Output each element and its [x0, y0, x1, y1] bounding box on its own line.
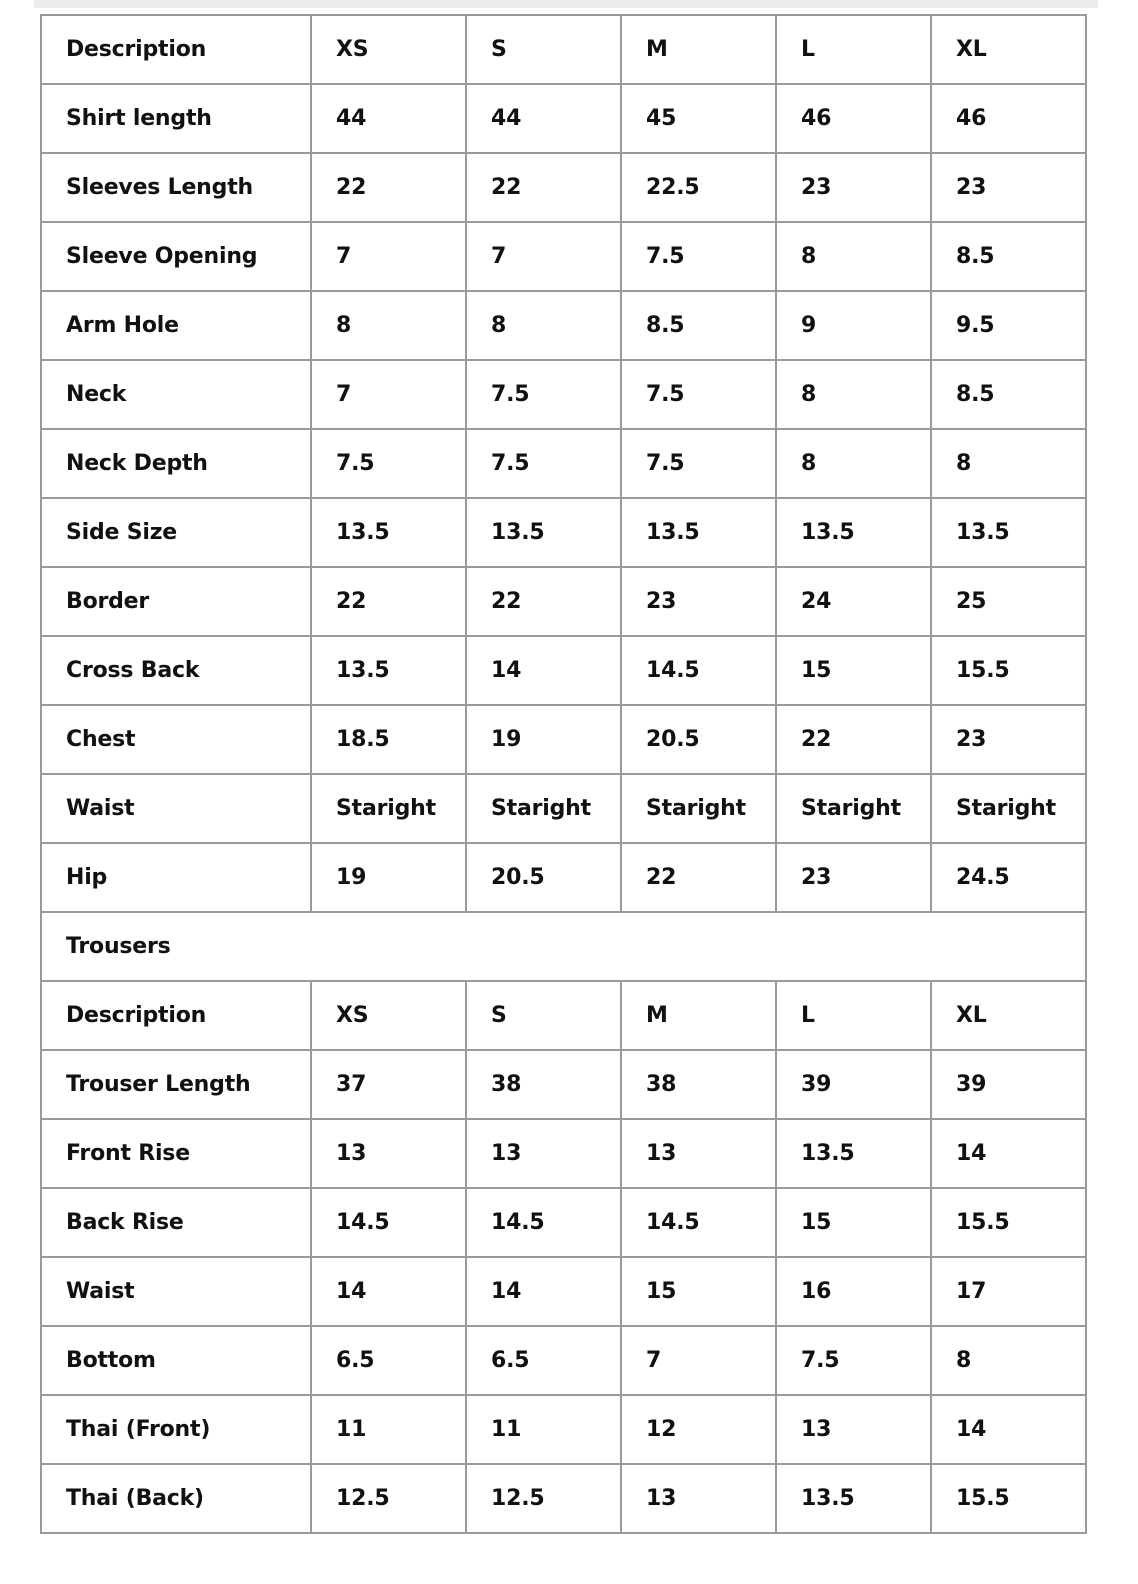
size-value: 14: [931, 1395, 1086, 1464]
size-value: 22: [466, 153, 621, 222]
measurement-label: Description: [41, 981, 311, 1050]
table-row: [41, 636, 1086, 705]
size-value: 23: [931, 705, 1086, 774]
size-value: 7.5: [466, 429, 621, 498]
size-value: 44: [311, 84, 466, 153]
size-value: 8.5: [931, 222, 1086, 291]
size-value: 37: [311, 1050, 466, 1119]
size-value: 13.5: [466, 498, 621, 567]
size-value: 8: [776, 360, 931, 429]
shirt-header-row: [41, 15, 1086, 84]
table-row: [41, 291, 1086, 360]
size-value: S: [466, 15, 621, 84]
table-row: [41, 1326, 1086, 1395]
table-row: [41, 567, 1086, 636]
size-value: 19: [311, 843, 466, 912]
table-row: [41, 1464, 1086, 1533]
size-value: 45: [621, 84, 776, 153]
size-value: M: [621, 981, 776, 1050]
size-value: 8: [776, 429, 931, 498]
size-value: 18.5: [311, 705, 466, 774]
trousers-section-row: [41, 912, 1086, 981]
size-value: 12: [621, 1395, 776, 1464]
size-value: 14.5: [621, 636, 776, 705]
size-value: 13.5: [311, 498, 466, 567]
size-value: 15.5: [931, 1188, 1086, 1257]
size-chart-body: [41, 15, 1086, 1533]
table-row: [41, 429, 1086, 498]
size-value: M: [621, 15, 776, 84]
size-value: XL: [931, 981, 1086, 1050]
size-value: L: [776, 15, 931, 84]
size-value: 23: [776, 843, 931, 912]
section-title: Trousers: [41, 912, 1086, 981]
measurement-label: Arm Hole: [41, 291, 311, 360]
size-value: 13: [466, 1119, 621, 1188]
size-chart-table: [40, 14, 1087, 1534]
size-value: 14: [931, 1119, 1086, 1188]
measurement-label: Sleeve Opening: [41, 222, 311, 291]
size-value: 13.5: [776, 1119, 931, 1188]
measurement-label: Thai (Front): [41, 1395, 311, 1464]
size-value: Staright: [776, 774, 931, 843]
size-value: Staright: [621, 774, 776, 843]
size-value: XS: [311, 981, 466, 1050]
size-value: 22: [776, 705, 931, 774]
size-value: 22: [466, 567, 621, 636]
size-value: 11: [311, 1395, 466, 1464]
table-row: [41, 84, 1086, 153]
size-value: 7.5: [621, 222, 776, 291]
size-value: 46: [931, 84, 1086, 153]
size-value: 7: [621, 1326, 776, 1395]
size-value: 8: [931, 1326, 1086, 1395]
size-value: 7: [311, 360, 466, 429]
size-value: 23: [931, 153, 1086, 222]
measurement-label: Sleeves Length: [41, 153, 311, 222]
table-row: [41, 1050, 1086, 1119]
table-row: [41, 705, 1086, 774]
size-value: 9.5: [931, 291, 1086, 360]
size-value: 7.5: [621, 429, 776, 498]
size-value: 19: [466, 705, 621, 774]
size-value: Staright: [931, 774, 1086, 843]
size-value: 12.5: [466, 1464, 621, 1533]
size-value: Staright: [466, 774, 621, 843]
size-value: 7.5: [466, 360, 621, 429]
measurement-label: Cross Back: [41, 636, 311, 705]
measurement-label: Hip: [41, 843, 311, 912]
measurement-label: Back Rise: [41, 1188, 311, 1257]
size-value: Staright: [311, 774, 466, 843]
size-value: 13.5: [621, 498, 776, 567]
size-value: 8: [466, 291, 621, 360]
measurement-label: Description: [41, 15, 311, 84]
table-row: [41, 498, 1086, 567]
size-value: 15: [776, 1188, 931, 1257]
size-value: 8.5: [931, 360, 1086, 429]
size-value: 13.5: [931, 498, 1086, 567]
size-value: 8.5: [621, 291, 776, 360]
size-value: 46: [776, 84, 931, 153]
size-value: 11: [466, 1395, 621, 1464]
size-value: 16: [776, 1257, 931, 1326]
measurement-label: Side Size: [41, 498, 311, 567]
size-value: 12.5: [311, 1464, 466, 1533]
measurement-label: Neck: [41, 360, 311, 429]
size-value: 13: [311, 1119, 466, 1188]
size-value: 22: [621, 843, 776, 912]
size-value: 8: [776, 222, 931, 291]
table-row: [41, 153, 1086, 222]
size-value: 8: [931, 429, 1086, 498]
size-value: 38: [621, 1050, 776, 1119]
table-row: [41, 1395, 1086, 1464]
size-value: 13: [776, 1395, 931, 1464]
size-value: 9: [776, 291, 931, 360]
size-value: 22.5: [621, 153, 776, 222]
measurement-label: Waist: [41, 774, 311, 843]
top-divider: [34, 0, 1098, 8]
size-value: 38: [466, 1050, 621, 1119]
size-value: 20.5: [621, 705, 776, 774]
size-value: 14: [466, 636, 621, 705]
size-value: 14: [466, 1257, 621, 1326]
size-value: 14.5: [621, 1188, 776, 1257]
size-value: 8: [311, 291, 466, 360]
size-value: 15: [776, 636, 931, 705]
table-row: [41, 774, 1086, 843]
size-value: 22: [311, 567, 466, 636]
size-value: 22: [311, 153, 466, 222]
size-value: 7: [311, 222, 466, 291]
size-value: XS: [311, 15, 466, 84]
size-value: 14: [311, 1257, 466, 1326]
size-value: 15.5: [931, 1464, 1086, 1533]
size-value: 17: [931, 1257, 1086, 1326]
measurement-label: Trouser Length: [41, 1050, 311, 1119]
size-value: 15: [621, 1257, 776, 1326]
measurement-label: Border: [41, 567, 311, 636]
table-row: [41, 360, 1086, 429]
size-value: 13.5: [311, 636, 466, 705]
size-value: 44: [466, 84, 621, 153]
size-value: 13.5: [776, 498, 931, 567]
measurement-label: Shirt length: [41, 84, 311, 153]
size-value: 13: [621, 1464, 776, 1533]
size-value: 6.5: [311, 1326, 466, 1395]
size-value: 24.5: [931, 843, 1086, 912]
table-row: [41, 1257, 1086, 1326]
size-value: 6.5: [466, 1326, 621, 1395]
size-value: 23: [621, 567, 776, 636]
trousers-header-row: [41, 981, 1086, 1050]
size-value: L: [776, 981, 931, 1050]
size-value: 7.5: [776, 1326, 931, 1395]
size-value: 24: [776, 567, 931, 636]
size-value: 23: [776, 153, 931, 222]
table-row: [41, 222, 1086, 291]
size-value: 14.5: [466, 1188, 621, 1257]
size-value: 14.5: [311, 1188, 466, 1257]
table-row: [41, 843, 1086, 912]
table-row: [41, 1188, 1086, 1257]
size-value: 39: [931, 1050, 1086, 1119]
size-value: 20.5: [466, 843, 621, 912]
table-row: [41, 1119, 1086, 1188]
size-value: XL: [931, 15, 1086, 84]
size-value: 39: [776, 1050, 931, 1119]
measurement-label: Chest: [41, 705, 311, 774]
measurement-label: Bottom: [41, 1326, 311, 1395]
size-value: 7: [466, 222, 621, 291]
measurement-label: Front Rise: [41, 1119, 311, 1188]
measurement-label: Thai (Back): [41, 1464, 311, 1533]
size-value: 7.5: [311, 429, 466, 498]
size-value: 13.5: [776, 1464, 931, 1533]
measurement-label: Neck Depth: [41, 429, 311, 498]
size-value: 7.5: [621, 360, 776, 429]
size-value: 15.5: [931, 636, 1086, 705]
measurement-label: Waist: [41, 1257, 311, 1326]
size-value: S: [466, 981, 621, 1050]
size-value: 25: [931, 567, 1086, 636]
size-value: 13: [621, 1119, 776, 1188]
